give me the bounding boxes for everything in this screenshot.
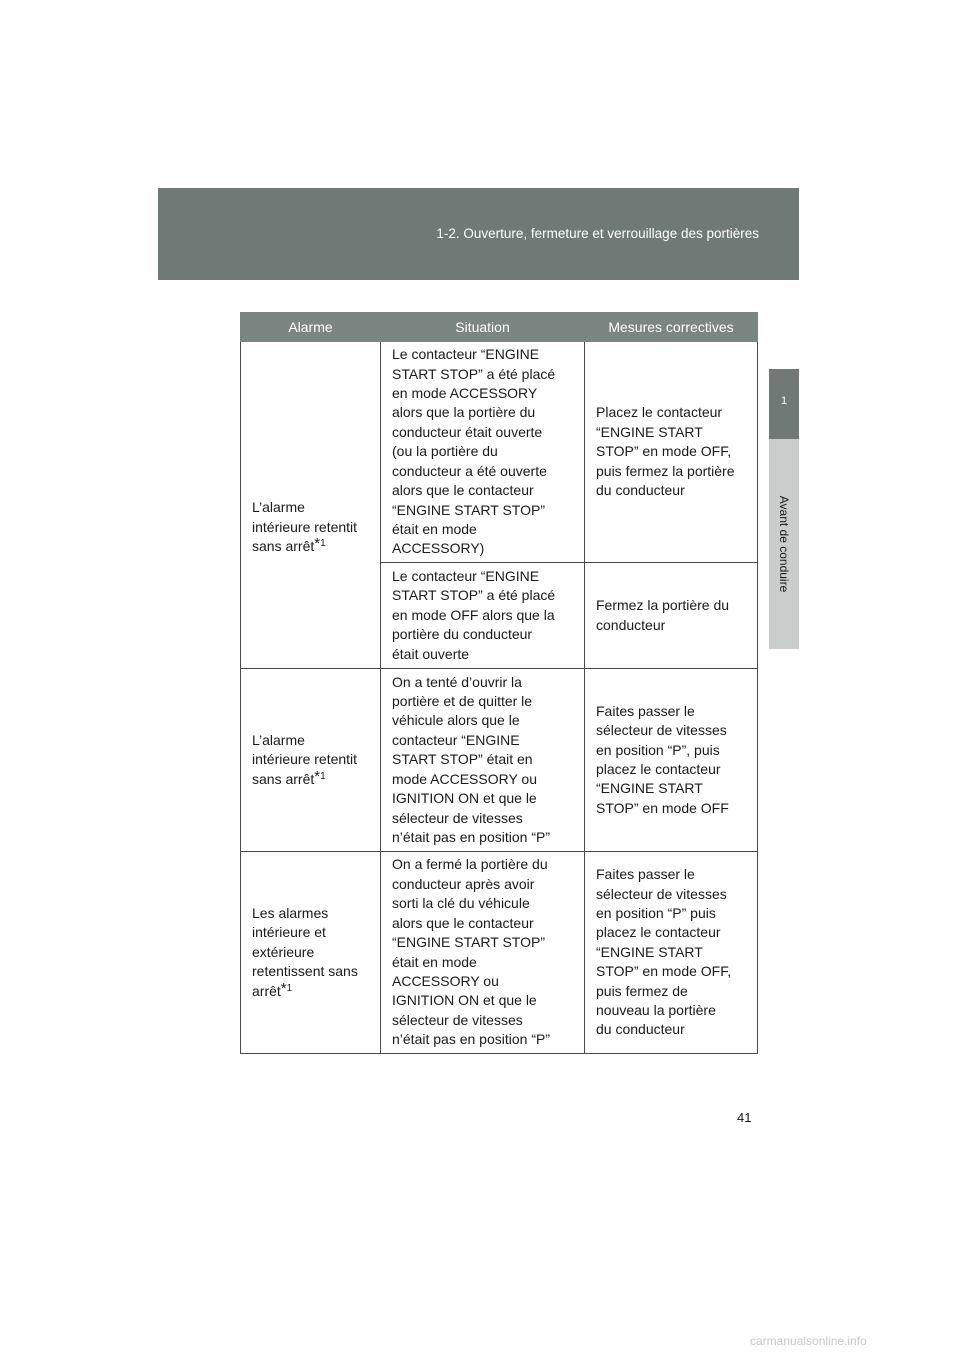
text-line: sans arrêt*$^1$ bbox=[252, 767, 326, 787]
text-line: sélecteur de vitesses bbox=[392, 1011, 523, 1028]
text-line: conducteur après avoir bbox=[392, 875, 535, 892]
text-line: intérieure et bbox=[252, 924, 326, 941]
text-line: sans arrêt*$^1$ bbox=[252, 535, 326, 555]
text-line: sélecteur de vitesses bbox=[596, 885, 727, 902]
text-line: IGNITION ON et que le bbox=[392, 790, 537, 807]
footnote-number: 1 bbox=[320, 538, 326, 550]
column-header-situation: Situation bbox=[381, 313, 585, 342]
footnote-number: 1 bbox=[286, 982, 293, 994]
text-line: Placez le contacteur bbox=[596, 404, 723, 421]
text-line: en mode OFF alors que la bbox=[392, 606, 555, 623]
page-number: 41 bbox=[737, 1110, 752, 1125]
chapter-title-tab bbox=[769, 439, 799, 649]
column-header-measures: Mesures correctives bbox=[585, 313, 758, 342]
text-line: On a fermé la portière du bbox=[392, 856, 548, 873]
text-line: placez le contacteur bbox=[596, 761, 721, 777]
text-line: portière du conducteur bbox=[392, 626, 533, 643]
text-line: IGNITION ON et que le bbox=[392, 992, 537, 1009]
footnote-star-icon: * bbox=[280, 979, 287, 997]
text-line: contacteur “ENGINE bbox=[392, 731, 520, 748]
text-line: en position “P” puis bbox=[596, 904, 716, 921]
text-line: véhicule alors que le bbox=[392, 712, 520, 729]
text-line: conducteur a été ouverte bbox=[392, 462, 547, 479]
text-line: “ENGINE START bbox=[596, 780, 703, 797]
text-line: Faites passer le bbox=[596, 866, 695, 883]
situation-cell bbox=[381, 342, 585, 563]
text-line: retentissent sans bbox=[252, 963, 358, 980]
text-line: alors que le contacteur bbox=[392, 482, 534, 499]
text-line: du conducteur bbox=[596, 482, 685, 499]
text-line: conducteur était ouverte bbox=[392, 423, 543, 440]
text-line: n’était pas en position “P” bbox=[392, 1031, 550, 1048]
text-line: STOP” en mode OFF, bbox=[596, 443, 732, 460]
chapter-number: 1 bbox=[780, 395, 788, 407]
text-line: Les alarmes bbox=[252, 904, 329, 921]
text-line: puis fermez la portière bbox=[596, 462, 735, 479]
situation-cell bbox=[381, 669, 585, 852]
watermark: carmanualsonline.info bbox=[750, 1334, 867, 1348]
section-header-bar bbox=[158, 188, 799, 280]
text-line: alors que la portière du bbox=[392, 404, 536, 421]
measures-cell bbox=[585, 852, 758, 1054]
text-line: conducteur bbox=[596, 616, 666, 633]
text-line: On a tenté d’ouvrir la bbox=[392, 673, 522, 690]
footnote-star-icon: * bbox=[314, 767, 321, 785]
text-line: START STOP” a été placé bbox=[392, 587, 556, 604]
text-line: Fermez la portière du bbox=[596, 597, 730, 614]
text-line: STOP” en mode OFF bbox=[596, 799, 729, 816]
measures-cell bbox=[585, 342, 758, 563]
text-line: START STOP” était en bbox=[392, 751, 533, 768]
text-line: START STOP” a été placé bbox=[392, 365, 556, 382]
alarm-cell bbox=[241, 669, 381, 852]
alarm-table bbox=[240, 312, 758, 1054]
situation-cell bbox=[381, 563, 585, 669]
text-line: n’était pas en position “P” bbox=[392, 828, 550, 845]
text-line: “ENGINE START bbox=[596, 943, 703, 960]
text-line: L’alarme bbox=[252, 731, 305, 748]
text-line: intérieure retentit bbox=[252, 751, 358, 768]
text-line: était en mode bbox=[392, 520, 477, 537]
chapter-tab bbox=[769, 369, 799, 439]
text-line: du conducteur bbox=[596, 1021, 685, 1038]
text-line: extérieure bbox=[252, 943, 315, 960]
measures-cell bbox=[585, 669, 758, 852]
text-line: était ouverte bbox=[392, 645, 470, 662]
text-line: puis fermez de bbox=[596, 982, 688, 999]
section-title: 1-2. Ouverture, fermeture et verrouillage des portières bbox=[436, 226, 759, 241]
situation-cell bbox=[381, 852, 585, 1054]
alarm-cell bbox=[241, 342, 381, 669]
text-line: STOP” en mode OFF, bbox=[596, 963, 732, 980]
chapter-title: Avant de conduire bbox=[777, 495, 791, 593]
text-line: sorti la clé du véhicule bbox=[392, 895, 530, 912]
text-line: en mode ACCESSORY bbox=[392, 385, 538, 402]
text-line: “ENGINE START STOP” bbox=[392, 934, 545, 951]
text-line: sélecteur de vitesses bbox=[596, 722, 727, 739]
footnote-number: 1 bbox=[320, 770, 326, 782]
text-line: ACCESSORY ou bbox=[392, 972, 499, 989]
text-line: alors que le contacteur bbox=[392, 914, 534, 931]
text-line: intérieure retentit bbox=[252, 518, 358, 535]
footnote-star-icon: * bbox=[314, 535, 321, 553]
text-line: nouveau la portière bbox=[596, 1002, 716, 1019]
text-line: placez le contacteur bbox=[596, 924, 721, 941]
text-line: arrêt*$^1$ bbox=[252, 979, 293, 999]
text-line: Faites passer le bbox=[596, 702, 695, 719]
text-line: Le contacteur “ENGINE bbox=[392, 346, 540, 363]
text-line: sélecteur de vitesses bbox=[392, 809, 523, 826]
text-line: “ENGINE START bbox=[596, 423, 703, 440]
text-line: portière et de quitter le bbox=[392, 693, 533, 710]
text-line: ACCESSORY) bbox=[392, 540, 485, 557]
measures-cell bbox=[585, 563, 758, 669]
text-line: L’alarme bbox=[252, 499, 305, 516]
table-row bbox=[241, 342, 758, 563]
table-row bbox=[241, 852, 758, 1054]
column-header-alarm: Alarme bbox=[241, 313, 381, 342]
alarm-cell bbox=[241, 852, 381, 1054]
text-line: “ENGINE START STOP” bbox=[392, 501, 545, 518]
table-header-row bbox=[241, 313, 758, 342]
text-line: Le contacteur “ENGINE bbox=[392, 567, 540, 584]
text-line: mode ACCESSORY ou bbox=[392, 770, 538, 787]
table-row bbox=[241, 669, 758, 852]
text-line: était en mode bbox=[392, 953, 477, 970]
text-line: (ou la portière du bbox=[392, 443, 498, 460]
text-line: en position “P”, puis bbox=[596, 741, 720, 758]
